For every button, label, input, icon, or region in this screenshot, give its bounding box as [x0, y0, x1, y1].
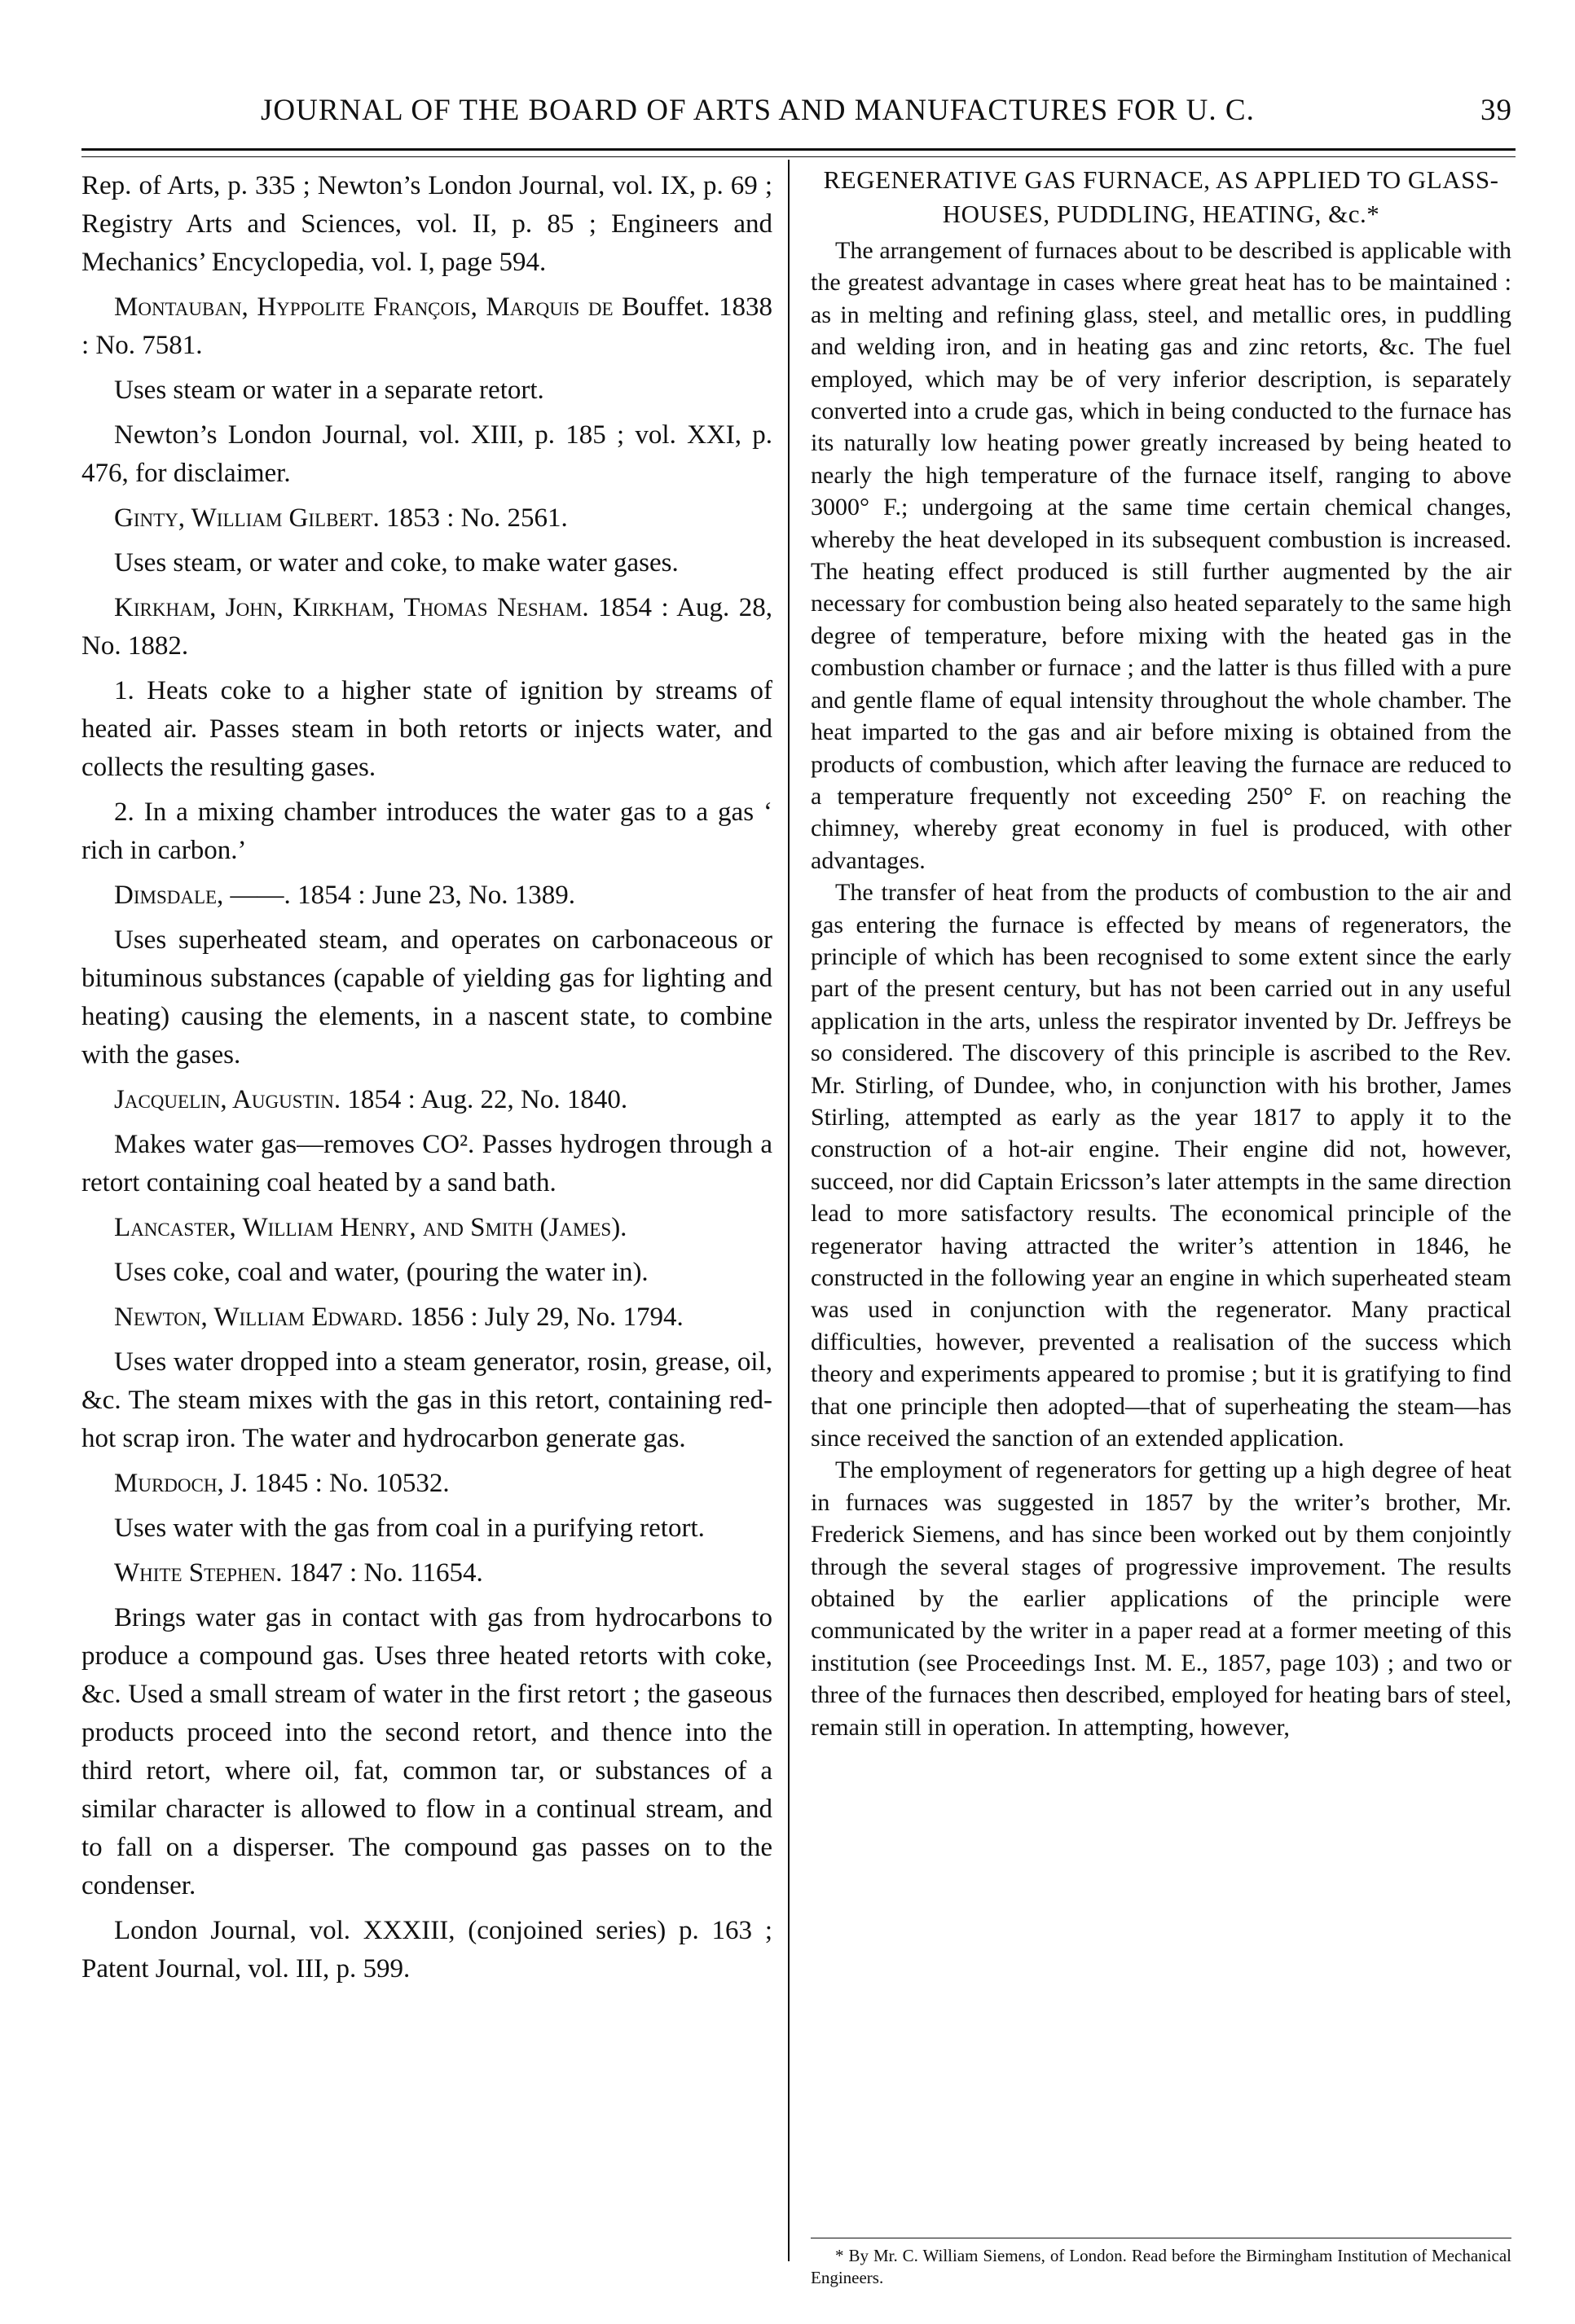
entry-text: Uses steam or water in a separate retort. [114, 376, 544, 405]
patent-entry-text [81, 1126, 772, 1202]
inventor-name: Murdoch, J. [114, 1469, 249, 1498]
inventor-name: Lancaster, William Henry, and Smith (James). [114, 1213, 627, 1242]
patent-entry-heading [81, 1298, 772, 1337]
header-rule-thick [81, 148, 1516, 151]
patent-entry-heading [81, 1465, 772, 1503]
entry-text: 1. Heats coke to a higher state of ignition by streams of heated air. Passes steam in both retorts or injects water, and collects the resulting gases. [81, 676, 772, 782]
patent-entry-heading [81, 288, 772, 365]
entry-text: Uses water with the gas from coal in a purifying retort. [114, 1513, 705, 1543]
entry-text: Uses superheated steam, and operates on carbonaceous or bituminous substances (capable of yielding gas for lighting and heating) causing the elements, in a nascent state, to combine with the gases. [81, 925, 772, 1070]
inventor-name: Newton, William Edward. [114, 1303, 403, 1332]
entry-text: 1845 : No. 10532. [248, 1469, 450, 1498]
article-paragraph: The arrangement of furnaces about to be described is applicable with the greatest advantage in cases where great heat has to be maintained : as in melting and refining glass, steel, and metallic ores, in puddling and welding iron, and in heating gas and zinc retorts, &c. The fuel employed, which may be of very inferior description, is separately converted into a crude gas, which in being conducted to the furnace has its naturally low heating power greatly increased by being heated to nearly the high temperature of the furnace itself, ranging to above 3000° F.; undergoing at the same time certain chemical changes, whereby the heat developed in its subsequent combustion is increased. The heating effect produced is still further augmented by the air necessary for combustion being also heated separately to the same high degree of temperature, before mixing with the heated gas in the combustion chamber or furnace ; and the latter is thus filled with a pure and gentle flame of equal intensity throughout the whole chamber. The heat imparted to the gas and air before mixing is obtained from the products of combustion, which after leaving the furnace are reduced to a temperature frequently not exceeding 250° F. on reaching the chimney, whereby great economy in fuel is produced, with other advantages. [811, 237, 1511, 874]
inventor-name: Jacquelin, Augustin. [114, 1085, 341, 1114]
patent-entry-heading [81, 876, 772, 915]
entry-text: 2. In a mixing chamber introduces the water gas to a gas ‘ rich in carbon.’ [81, 797, 772, 865]
entry-text: Rep. of Arts, p. 335 ; Newton’s London Journal, vol. IX, p. 69 ; Registry Arts and Sciences, vol. II, p. 85 ; Engineers and Mechanics’ Encyclopedia, vol. I, page 594. [81, 171, 772, 277]
patent-entry-text [81, 544, 772, 582]
page-number: 39 [1480, 94, 1512, 127]
left-column [81, 167, 772, 1995]
journal-title: JOURNAL OF THE BOARD OF ARTS AND MANUFACTURES FOR U. C. [261, 94, 1255, 127]
patent-entry-heading [81, 589, 772, 666]
patent-entry-heading [81, 1209, 772, 1247]
entry-text: 1847 : No. 11654. [282, 1558, 483, 1588]
patent-entry-heading [81, 1081, 772, 1119]
running-header [81, 88, 1516, 137]
patent-entry-text [81, 793, 772, 870]
entry-text: Newton’s London Journal, vol. XIII, p. 185 ; vol. XXI, p. 476, for disclaimer. [81, 420, 772, 488]
article-paragraph: The transfer of heat from the products of combustion to the air and gas entering the furnace is effected by means of regenerators, the principle of which has been recognised to some extent since the early part of the present century, but has not been carried out in any useful application in the arts, unless the respirator invented by Dr. Jeffreys be so considered. The discovery of this principle is ascribed to the Rev. Mr. Stirling, of Dundee, who, in conjunction with his brother, James Stirling, attempted as early as the year 1817 to apply it to the construction of a hot-air engine. Their engine did not, however, succeed, nor did Captain Ericsson’s later attempts in the same direction lead to more satisfactory results. The economical principle of the regenerator having attracted the writer’s attention in 1846, he constructed in the following year an engine in which superheated steam was used in conjunction with the regenerator. Many practical difficulties, however, prevented a realisation of the success which theory and experiments appeared to promise ; but it is gratifying to find that one principle then adopted—that of superheating the steam—has since received the sanction of an extended application. [811, 879, 1511, 1452]
entry-text: Uses steam, or water and coke, to make water gases. [114, 548, 679, 578]
inventor-name: Dimsdale, ——. [114, 881, 291, 910]
patent-entry-heading [81, 499, 772, 538]
patent-entry-text [81, 1912, 772, 1988]
patent-entry-text [81, 921, 772, 1074]
footnote: * By Mr. C. William Siemens, of London. Read before the Birmingham Institution of Mechanical Engineers. [811, 2246, 1511, 2287]
column-divider [788, 160, 790, 2261]
inventor-name: Montauban, Hyppolite François, Marquis de [114, 292, 614, 322]
patent-entry-text [81, 1254, 772, 1292]
patent-entry-heading [81, 1554, 772, 1593]
patent-entry-text [81, 672, 772, 787]
entry-text: 1854 : Aug. 28, No. 1882. [81, 593, 772, 661]
patent-entry-text [81, 1343, 772, 1458]
entry-text: Brings water gas in contact with gas from hydrocarbons to produce a compound gas. Uses three heated retorts with coke, &c. Used a small stream of water in the first retort ; the gaseous products proceed into the second retort, and thence into the third retort, where oil, fat, common tar, or substances of a similar character is allowed to flow in a continual stream, and to fall on a disperser. The compound gas passes on to the condenser. [81, 1603, 772, 1900]
patent-entry-text [81, 1509, 772, 1548]
entry-text: 1854 : Aug. 22, No. 1840. [341, 1085, 628, 1114]
entry-text: Uses coke, coal and water, (pouring the water in). [114, 1258, 649, 1287]
entry-text: 1854 : June 23, No. 1389. [290, 881, 576, 910]
inventor-name: White Stephen. [114, 1558, 283, 1588]
inventor-name: Kirkham, John, Kirkham, Thomas Nesham. [114, 593, 589, 622]
right-column [811, 163, 1511, 1743]
article-paragraph: The employment of regenerators for getting up a high degree of heat in furnaces was suggested in 1857 by the writer’s brother, Mr. Frederick Siemens, and has since been worked out by them conjointly through the several stages of progressive improvement. The results obtained by the earlier applications of the principle were communicated by the writer in a paper read at a former meeting of this institution (see Proceedings Inst. M. E., 1857, page 103) ; and two or three of the furnaces then described, employed for heating bars of steel, remain still in operation. In attempting, however, [811, 1456, 1511, 1741]
entry-text: London Journal, vol. XXXIII, (conjoined series) p. 163 ; Patent Journal, vol. III, p. 599. [81, 1916, 772, 1984]
patent-entry-text [81, 167, 772, 282]
header-rule-thin [81, 156, 1516, 157]
entry-text: Uses water dropped into a steam generator, rosin, grease, oil, &c. The steam mixes with the gas in this retort, containing red-hot scrap iron. The water and hydrocarbon generate gas. [81, 1347, 772, 1453]
patent-entry-text [81, 1599, 772, 1905]
entry-text: Makes water gas—removes CO². Passes hydrogen through a retort containing coal heated by a sand bath. [81, 1130, 772, 1197]
patent-entry-text [81, 371, 772, 410]
entry-text: 1856 : July 29, No. 1794. [403, 1303, 684, 1332]
inventor-name: Ginty, William Gilbert. [114, 503, 380, 533]
patent-entry-text [81, 416, 772, 493]
entry-text: Bouffet. 1838 : No. 7581. [81, 292, 772, 360]
article-heading: REGENERATIVE GAS FURNACE, AS APPLIED TO GLASS-HOUSES, PUDDLING, HEATING, &c.* [823, 165, 1499, 228]
entry-text: 1853 : No. 2561. [379, 503, 568, 533]
